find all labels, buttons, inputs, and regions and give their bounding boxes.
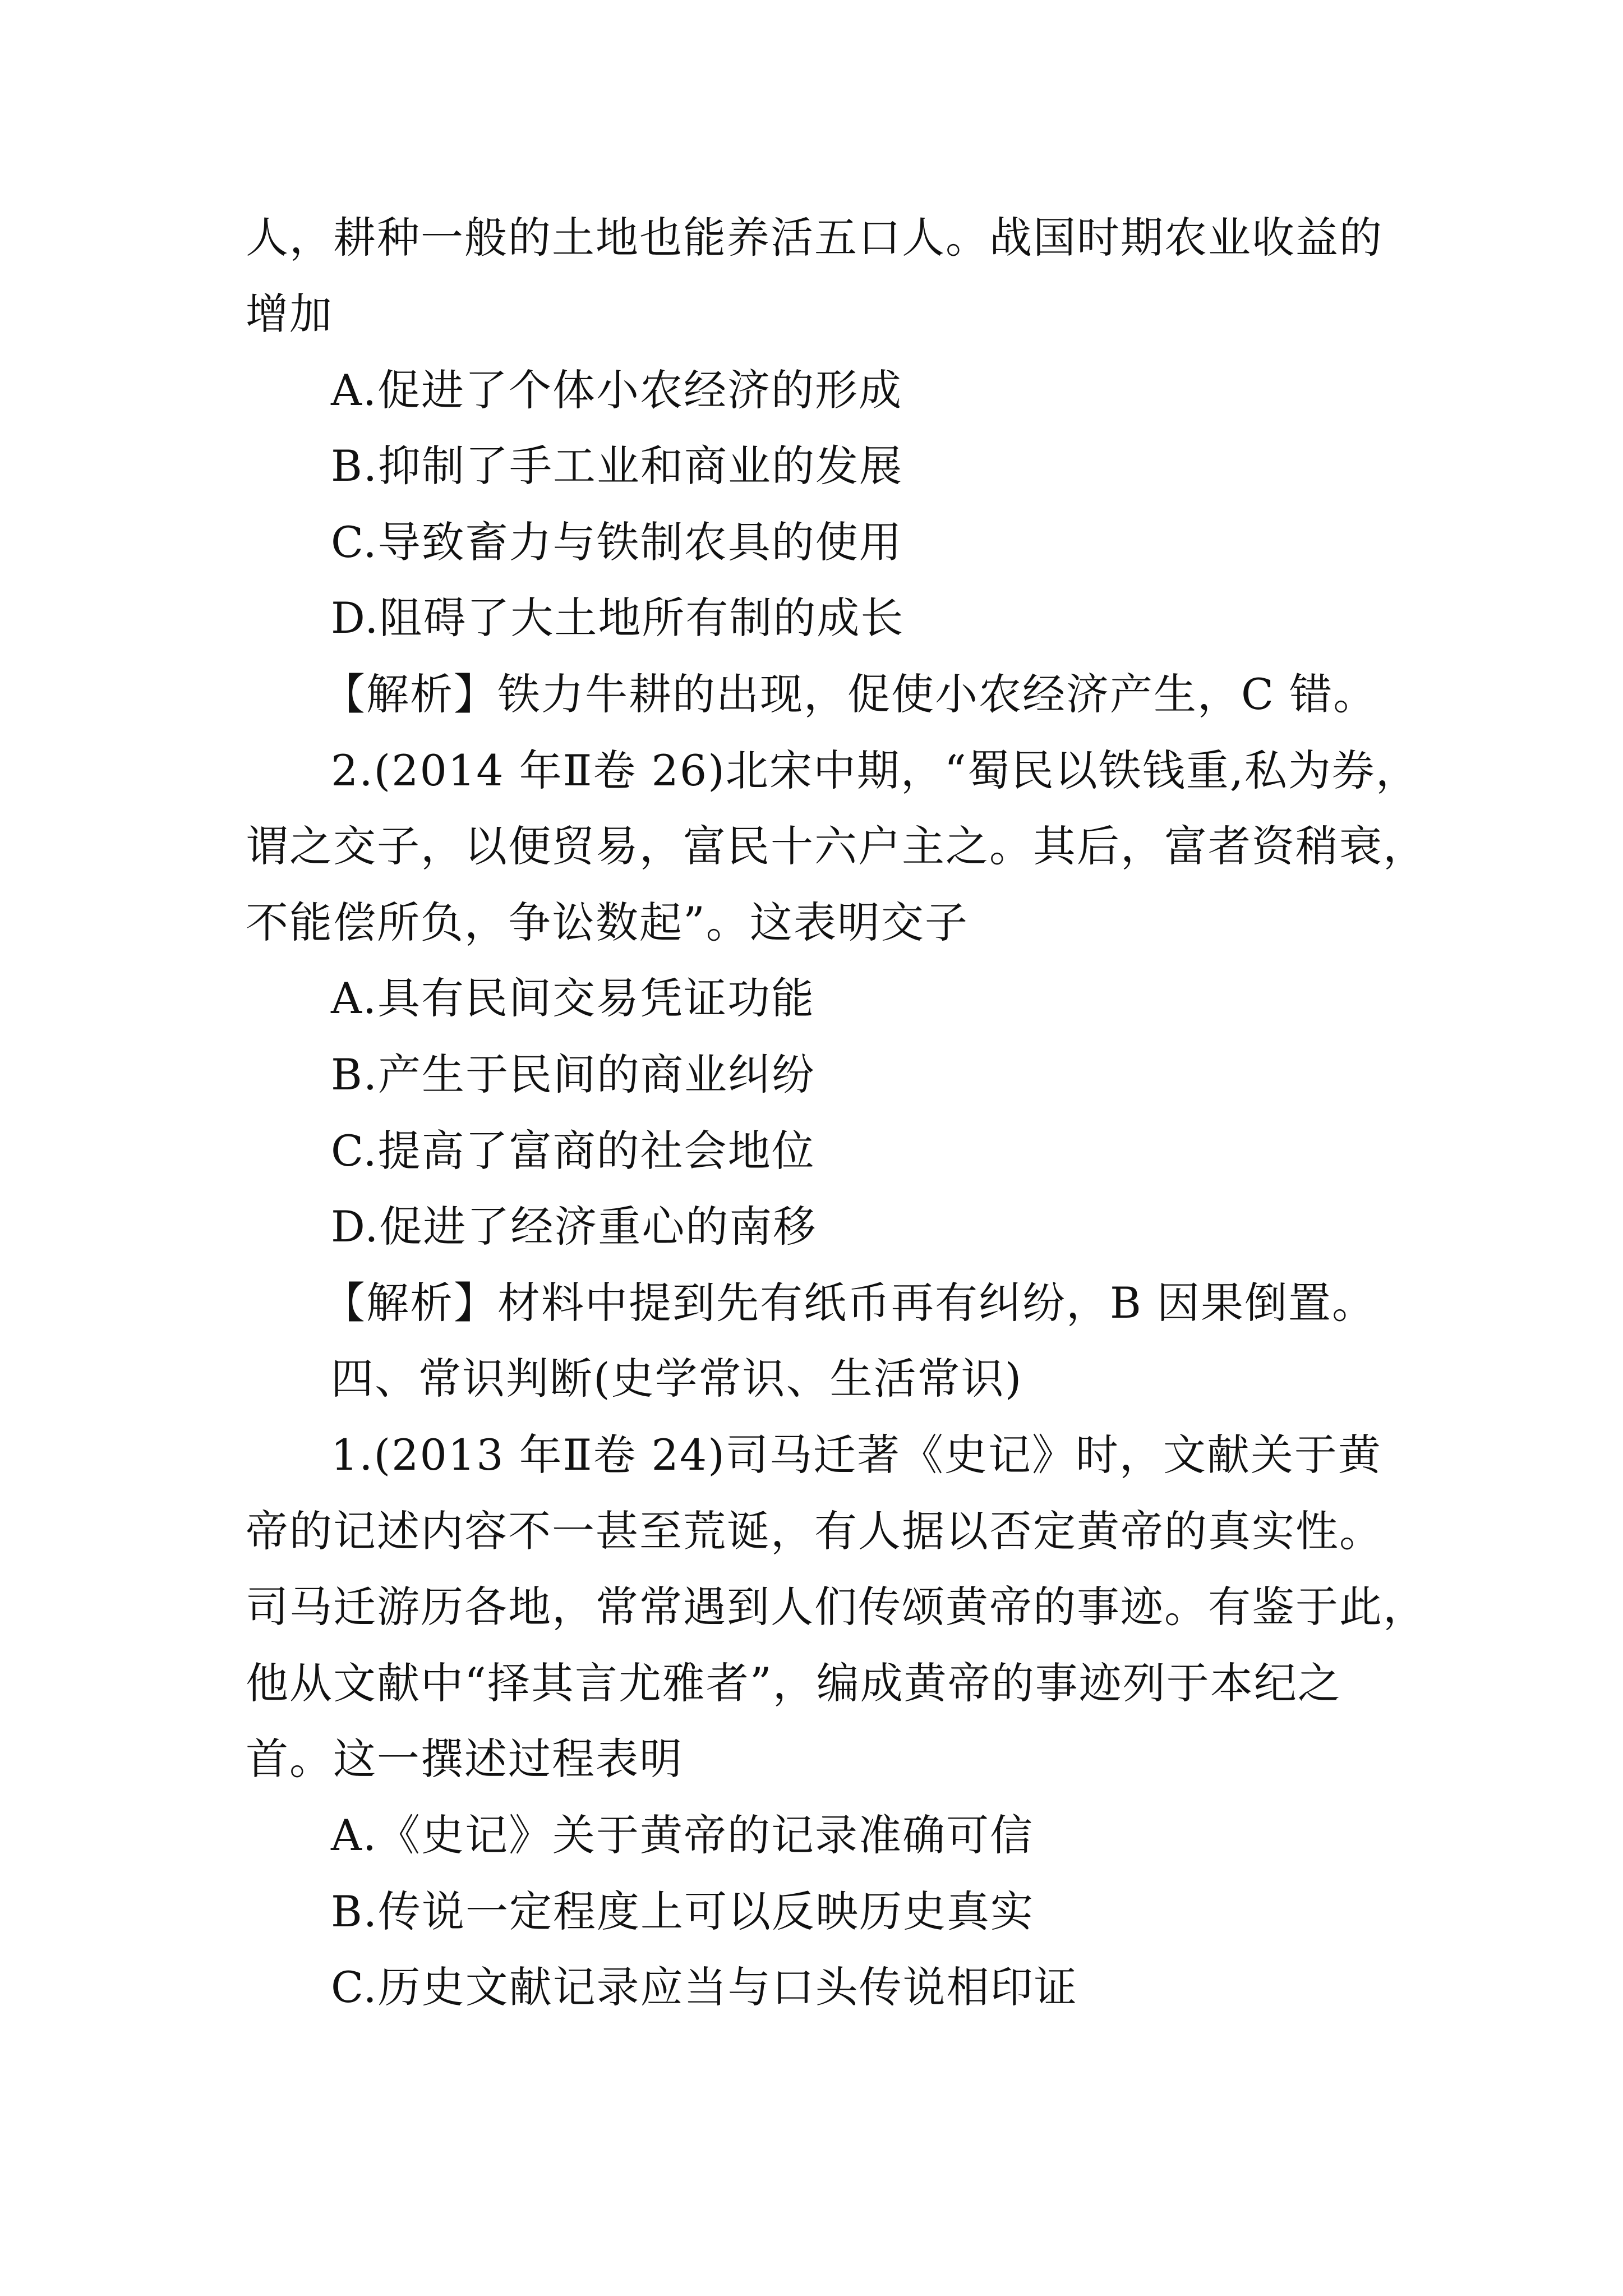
question-stem-line: 司马迁游历各地，常常遇到人们传颂黄帝的事迹。有鉴于此， <box>246 1582 1427 1632</box>
option-a: A.具有民间交易凭证功能 <box>331 973 815 1023</box>
analysis-text: 【解析】材料中提到先有纸币再有纠纷，B 因果倒置。 <box>322 1278 1376 1328</box>
question-stem-line: 2.(2014 年Ⅱ卷 26)北宋中期，“蜀民以铁钱重,私为券， <box>331 746 1419 795</box>
question-stem-line: 帝的记述内容不一甚至荒诞，有人据以否定黄帝的真实性。 <box>246 1506 1383 1556</box>
option-b: B.传说一定程度上可以反映历史真实 <box>331 1887 1035 1936</box>
option-a: A.《史记》关于黄帝的记录准确可信 <box>331 1810 1034 1860</box>
question-stem-line: 谓之交子，以便贸易，富民十六户主之。其后，富者资稍衰， <box>246 821 1427 871</box>
question-stem-line: 1.(2013 年Ⅱ卷 24)司马迁著《史记》时，文献关于黄 <box>331 1430 1382 1480</box>
question-stem-line: 增加 <box>246 289 333 339</box>
option-c: C.提高了富商的社会地位 <box>331 1126 815 1176</box>
option-d: D.促进了经济重心的南移 <box>331 1202 817 1251</box>
option-a: A.促进了个体小农经济的形成 <box>331 365 903 415</box>
question-stem-line: 人，耕种一般的土地也能养活五口人。战国时期农业收益的 <box>246 213 1383 263</box>
question-stem-line: 首。这一撰述过程表明 <box>246 1734 683 1784</box>
option-c: C.历史文献记录应当与口头传说相印证 <box>331 1962 1078 2012</box>
option-b: B.抑制了手工业和商业的发展 <box>331 441 903 491</box>
option-b: B.产生于民间的商业纠纷 <box>331 1050 816 1099</box>
question-stem-line: 他从文献中“择其言尤雅者”，编成黄帝的事迹列于本纪之 <box>246 1658 1341 1708</box>
question-stem-line: 不能偿所负，争讼数起”。这表明交子 <box>246 898 969 947</box>
analysis-text: 【解析】铁力牛耕的出现，促使小农经济产生，C 错。 <box>322 669 1377 719</box>
section-heading: 四、常识判断(史学常识、生活常识) <box>331 1354 1023 1404</box>
option-c: C.导致畜力与铁制农具的使用 <box>331 517 903 567</box>
option-d: D.阻碍了大土地所有制的成长 <box>331 593 905 643</box>
